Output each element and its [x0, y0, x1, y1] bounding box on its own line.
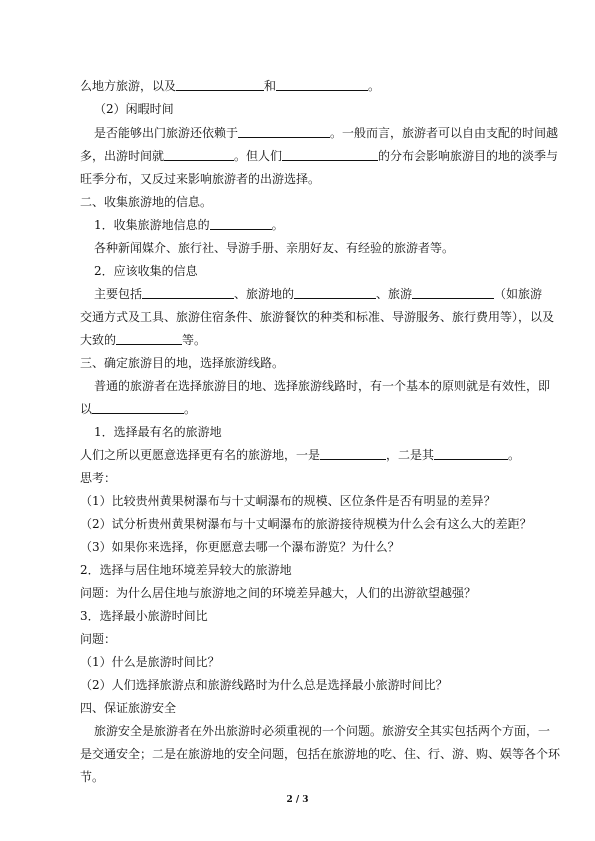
text-line: 是交通安全；二是在旅游地的安全问题，包括在旅游地的吃、住、行、游、购、娱等各个环 [80, 747, 561, 761]
text: 、旅游 [376, 287, 413, 301]
text: 。但人们 [234, 149, 283, 163]
text-line: 交通方式及工具、旅游住宿条件、旅游餐饮的种类和标准、导游服务、旅行费用等），以及 [80, 310, 555, 324]
fill-blank [142, 286, 234, 299]
text: 以 [80, 402, 93, 416]
text: 。 [271, 218, 284, 232]
text-line: 问题： [80, 632, 117, 646]
text: 。 [508, 448, 521, 462]
text: （如旅游 [494, 287, 543, 301]
text: 人们之所以更愿意选择更有名的旅游地，一是 [80, 448, 321, 462]
section-heading: 三、确定旅游目的地，选择旅游线路。 [80, 356, 285, 370]
subheading: （2）闲暇时间 [94, 102, 174, 116]
question-item: （1）什么是旅游时间比？ [80, 655, 220, 669]
fill-blank [92, 401, 184, 414]
page-number: 2 / 3 [286, 795, 309, 805]
text: 多，出游时间就 [80, 149, 165, 163]
fill-blank [164, 148, 234, 161]
question-item: （1）比较贵州黄果树瀑布与十丈峒瀑布的规模、区位条件是否有明显的差异？ [80, 494, 496, 508]
text-line: 普通的旅游者在选择旅游目的地、选择旅游线路时，有一个基本的原则就是有效性，即 [94, 379, 551, 393]
text: 大致的 [80, 333, 117, 347]
text-line [80, 447, 520, 463]
text-line: 思考： [80, 471, 117, 485]
text-line: 旅游安全是旅游者在外出旅游时必须重视的一个问题。旅游安全其实包括两个方面，一 [94, 724, 551, 738]
section-heading: 二、收集旅游地的信息。 [80, 195, 213, 209]
text: 和 [264, 79, 277, 93]
text-line: 旺季分布，又反过来影响旅游者的出游选择。 [80, 172, 321, 186]
text-line [94, 286, 542, 302]
text: 。一般而言，旅游者可以自由支配的时间越 [330, 126, 559, 140]
fill-blank [294, 286, 376, 299]
fill-blank [412, 286, 494, 299]
subheading: 2．应该收集的信息 [94, 264, 198, 278]
text: 么地方旅游，以及 [80, 79, 177, 93]
text: 是否能够出门旅游还依赖于 [94, 126, 239, 140]
text-line: 问题：为什么居住地与旅游地之间的环境差异越大，人们的出游欲望越强？ [80, 586, 477, 600]
text: 等。 [182, 333, 207, 347]
question-item: （2）试分析贵州黄果树瀑布与十丈峒瀑布的旅游接待规模为什么会有这么大的差距？ [80, 517, 532, 531]
fill-blank [276, 78, 368, 91]
text-line [94, 217, 284, 233]
text: 。 [184, 402, 197, 416]
text: 主要包括 [94, 287, 143, 301]
text: 、旅游地的 [234, 287, 295, 301]
subheading: 3．选择最小旅游时间比 [80, 609, 208, 623]
text: 1．收集旅游地信息的 [94, 218, 210, 232]
fill-blank [210, 217, 272, 230]
subheading: 1．选择最有名的旅游地 [94, 425, 222, 439]
question-item: （2）人们选择旅游点和旅游线路时为什么总是选择最小旅游时间比？ [80, 678, 448, 692]
text: 的分布会影响旅游目的地的淡季与 [378, 149, 559, 163]
fill-blank [116, 332, 182, 345]
text-line [80, 78, 380, 94]
text-line [80, 148, 558, 164]
text: 。 [368, 79, 381, 93]
text-line [80, 401, 196, 417]
fill-blank [238, 125, 330, 138]
fill-blank [176, 78, 264, 91]
text-line [94, 125, 558, 141]
fill-blank [282, 148, 378, 161]
subheading: 2．选择与居住地环境差异较大的旅游地 [80, 563, 292, 577]
fill-blank [320, 447, 386, 460]
text-line [80, 332, 206, 348]
text: ，二是其 [386, 448, 435, 462]
question-item: （3）如果你来选择，你更愿意去哪一个瀑布游览？为什么？ [80, 540, 400, 554]
text-line: 节。 [80, 770, 105, 784]
section-heading: 四、保证旅游安全 [80, 701, 177, 715]
text-line: 各种新闻媒介、旅行社、导游手册、亲朋好友、有经验的旅游者等。 [94, 241, 455, 255]
fill-blank [434, 447, 508, 460]
